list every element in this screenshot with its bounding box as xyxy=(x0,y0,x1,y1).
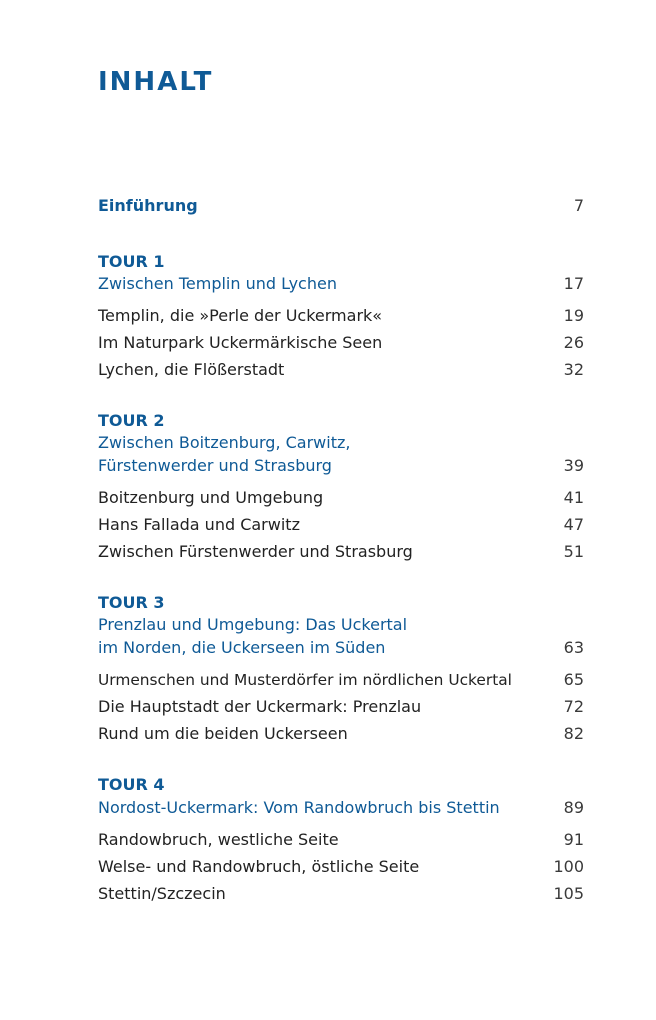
toc-entry-label: Urmenschen und Musterdörfer im nördlichen Uckertal xyxy=(98,671,512,689)
toc-entry-label: Hans Fallada und Carwitz xyxy=(98,515,300,534)
page-title: INHALT xyxy=(98,67,214,97)
toc-entry-label: Boitzenburg und Umgebung xyxy=(98,488,324,507)
toc-entry-label: Lychen, die Flößerstadt xyxy=(98,360,285,379)
toc-section-tour-1[interactable] xyxy=(98,271,584,297)
toc-section-tour-4[interactable] xyxy=(98,795,584,821)
toc-entry-label: Im Naturpark Uckermärkische Seen xyxy=(98,333,383,352)
toc-entry[interactable] xyxy=(98,512,584,538)
toc-page-number: 7 xyxy=(573,196,584,215)
toc-entry-label: Einführung xyxy=(98,196,198,215)
toc-section-tour-2[interactable] xyxy=(98,453,584,479)
toc-entry[interactable] xyxy=(98,827,584,853)
tour-1-label: TOUR 1 xyxy=(98,252,165,271)
toc-page-number: 89 xyxy=(563,798,584,817)
toc-page-number: 100 xyxy=(553,857,584,876)
toc-section-tour-3[interactable] xyxy=(98,635,584,661)
tour-4-label: TOUR 4 xyxy=(98,775,165,794)
toc-entry-label: Templin, die »Perle der Uckermark« xyxy=(98,306,383,325)
toc-page-number: 82 xyxy=(563,724,584,743)
toc-entry-label: Welse- und Randowbruch, östliche Seite xyxy=(98,857,420,876)
toc-entry-label: Rund um die beiden Uckerseen xyxy=(98,724,348,743)
toc-page-number: 39 xyxy=(563,456,584,475)
toc-page-number: 63 xyxy=(563,638,584,657)
toc-entry[interactable] xyxy=(98,485,584,511)
toc-page-number: 51 xyxy=(563,542,584,561)
toc-page-number: 41 xyxy=(563,488,584,507)
toc-entry-intro[interactable] xyxy=(98,193,584,219)
toc-entry[interactable] xyxy=(98,881,584,907)
toc-section-title: Nordost-Uckermark: Vom Randowbruch bis Stettin xyxy=(98,798,500,817)
toc-page-number: 32 xyxy=(563,360,584,379)
toc-entry[interactable] xyxy=(98,854,584,880)
toc-page-number: 17 xyxy=(563,274,584,293)
toc-entry[interactable] xyxy=(98,721,584,747)
toc-entry-label: Die Hauptstadt der Uckermark: Prenzlau xyxy=(98,697,422,716)
toc-entry[interactable] xyxy=(98,694,584,720)
toc-page-number: 65 xyxy=(563,670,584,689)
toc-entry[interactable] xyxy=(98,539,584,565)
toc-entry-label: Randowbruch, westliche Seite xyxy=(98,830,339,849)
toc-page-number: 72 xyxy=(563,697,584,716)
tour-3-label: TOUR 3 xyxy=(98,593,165,612)
toc-section-title[interactable]: Prenzlau und Umgebung: Das Uckertal xyxy=(98,615,408,634)
toc-section-title: Zwischen Templin und Lychen xyxy=(98,274,337,293)
toc-entry[interactable] xyxy=(98,330,584,356)
toc-page-number: 105 xyxy=(553,884,584,903)
toc-entry-label: Zwischen Fürstenwerder und Strasburg xyxy=(98,542,413,561)
toc-entry[interactable] xyxy=(98,357,584,383)
toc-section-title: Fürstenwerder und Strasburg xyxy=(98,456,332,475)
toc-page-number: 47 xyxy=(563,515,584,534)
toc-page-number: 91 xyxy=(563,830,584,849)
toc-page-number: 26 xyxy=(563,333,584,352)
toc-entry-label: Stettin/Szczecin xyxy=(98,884,226,903)
tour-2-label: TOUR 2 xyxy=(98,411,165,430)
toc-section-title[interactable]: Zwischen Boitzenburg, Carwitz, xyxy=(98,433,351,452)
toc-page-number: 19 xyxy=(563,306,584,325)
toc-section-title: im Norden, die Uckerseen im Süden xyxy=(98,638,386,657)
toc-entry[interactable] xyxy=(98,303,584,329)
toc-entry[interactable] xyxy=(98,667,584,693)
